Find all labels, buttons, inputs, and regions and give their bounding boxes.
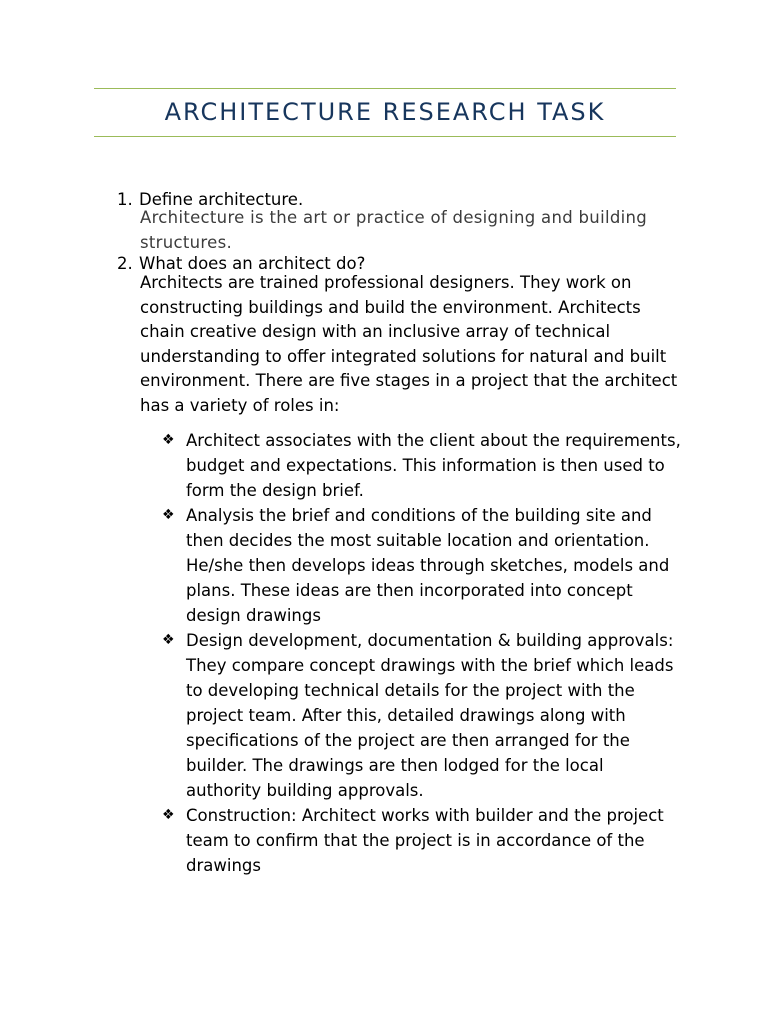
- diamond-bullet-icon: ❖: [162, 632, 175, 648]
- bullet-item: [162, 803, 682, 878]
- question-2-number: 2.: [117, 254, 133, 273]
- diamond-bullet-icon: ❖: [162, 807, 175, 823]
- bullet-item: [162, 628, 682, 803]
- bullet-item-text: Analysis the brief and conditions of the building site and then decides the most suitable location and orientation. He/she then develops ideas through sketches, models and plans. These ideas are then incorporated into concept design drawings: [186, 506, 670, 625]
- bullet-item: [162, 503, 682, 628]
- answer-1: Architecture is the art or practice of designing and building structures.: [140, 208, 648, 252]
- bullet-item-text: Architect associates with the client about the requirements, budget and expectations. This information is then used to form the design brief.: [186, 431, 681, 500]
- bullet-item-text: Design development, documentation & building approvals: They compare concept drawings with the brief which leads to developing technical details for the project with the project team. After this, detailed drawings along with specifications of the project are then arranged for the builder. The drawings are then lodged for the local authority building approvals.: [186, 631, 674, 800]
- diamond-bullet-icon: ❖: [162, 432, 175, 448]
- title-rule-top: [94, 88, 676, 89]
- bullet-item: [162, 428, 682, 503]
- roles-bullet-list: [162, 428, 682, 878]
- question-1-text: Define architecture.: [139, 190, 304, 209]
- question-1-number: 1.: [117, 190, 133, 209]
- diamond-bullet-icon: ❖: [162, 507, 175, 523]
- question-2-text: What does an architect do?: [139, 254, 366, 273]
- answer-2: Architects are trained professional designers. They work on constructing buildings and build the environment. Architects chain creative design with an inclusive array of technical understanding to offer integrated solutions for natural and built environment. There are five stages in a project that the architect has a variety of roles in:: [140, 273, 678, 415]
- document-title: ARCHITECTURE RESEARCH TASK: [164, 98, 606, 126]
- bullet-item-text: Construction: Architect works with builder and the project team to confirm that the project is in accordance of the drawings: [186, 806, 664, 875]
- title-rule-bottom: [94, 136, 676, 137]
